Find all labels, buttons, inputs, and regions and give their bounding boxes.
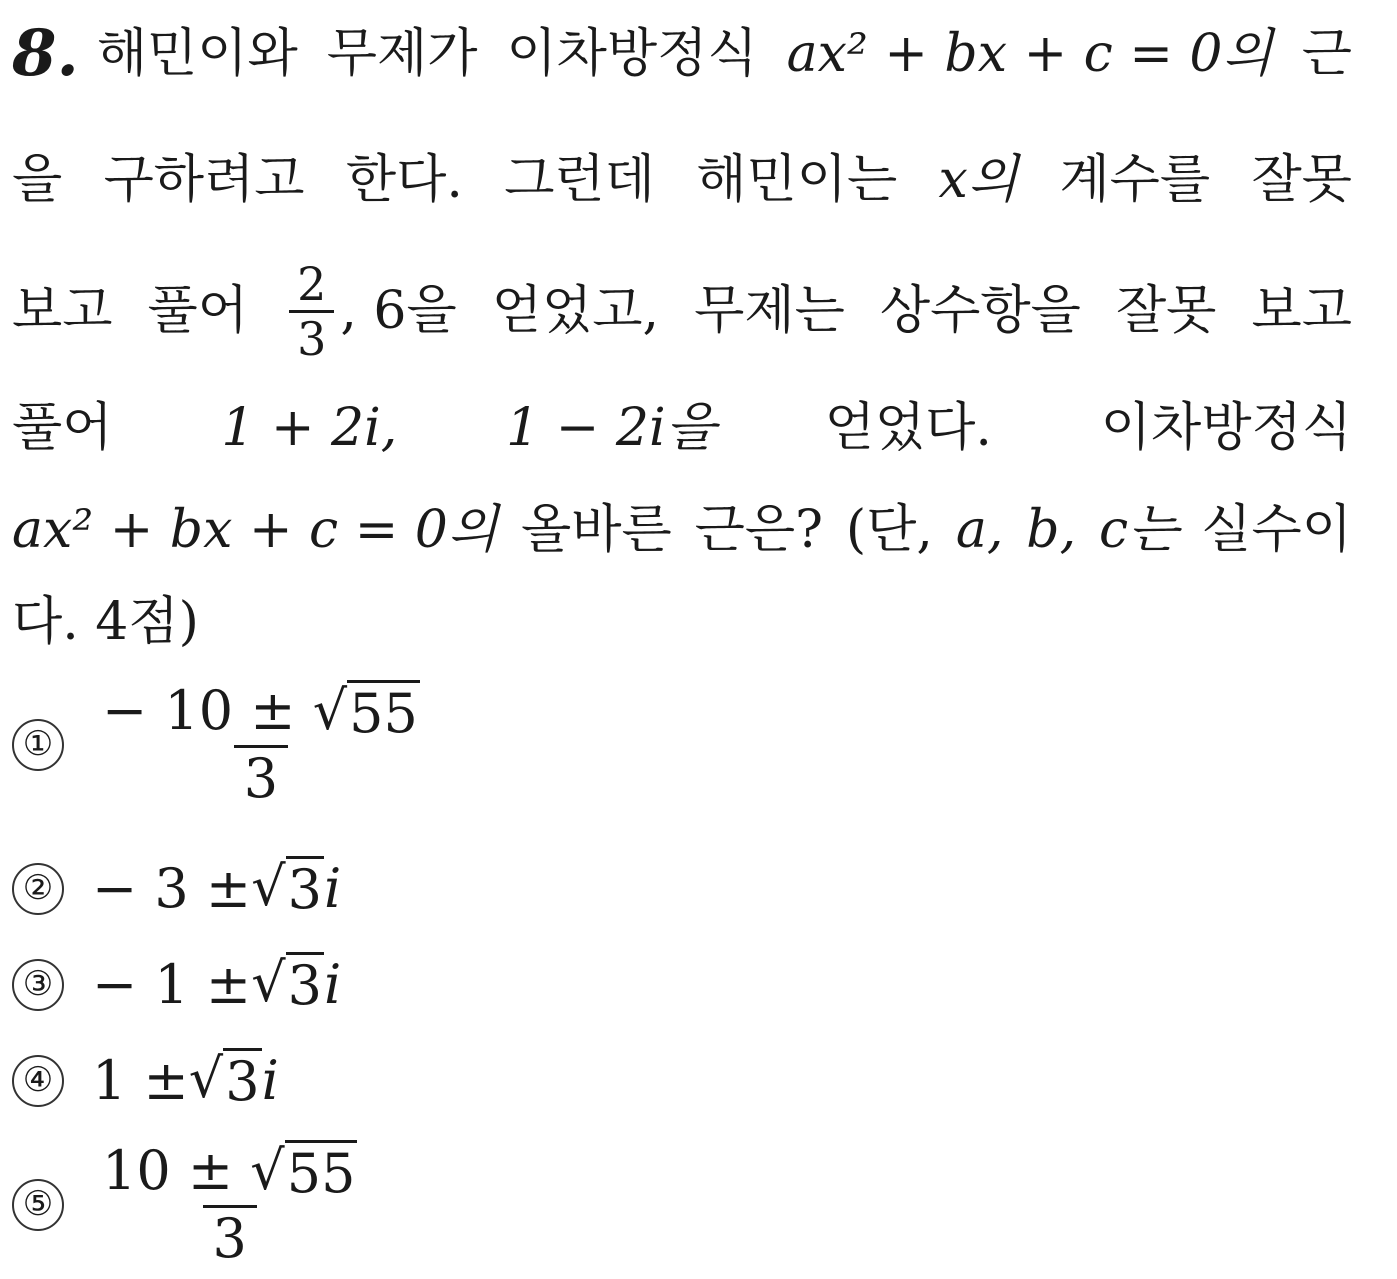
text-segment: 그런데 [504,150,655,210]
radical-sign: √ [312,679,348,742]
radicand: 3 [287,954,322,1017]
text-segment: c는 [1099,500,1179,560]
sqrt-expression [250,1140,357,1205]
text-segment: 잘못 [1251,150,1352,210]
sqrt-expression [251,952,324,1017]
root-one: 1 + 2i, [221,398,398,458]
text-segment: 무제는 [694,281,845,341]
choice-prefix: 1 ± [92,1048,189,1112]
question-start [12,16,298,91]
equation: ax² + bx + c = 0의 [786,24,1273,84]
text-segment: a, [955,500,1004,560]
radicand: 55 [349,682,418,745]
text-segment: 을 [12,150,63,210]
choice-fraction [92,1140,367,1270]
imaginary-unit: i [261,1048,279,1112]
radical-sign: √ [188,1047,224,1110]
text-segment: 무제가 [326,24,478,84]
radical-sign: √ [251,951,286,1014]
text-segment: b, [1026,500,1077,560]
text-segment: 보고 [12,281,113,341]
text-segment: 근은? [694,500,823,560]
text-segment: 한다. [345,150,463,210]
choice-3[interactable] [12,952,341,1017]
question-line-3 [12,256,1352,366]
text-segment: 상수항을 [879,281,1081,341]
equation: ax² + bx + c = 0의 [12,500,499,560]
radicand: 3 [287,858,322,921]
question-line-2 [12,150,1352,210]
radicand: 3 [225,1050,260,1113]
fraction-two-thirds [289,258,334,365]
text-segment: 구하려고 [103,150,305,210]
choice-marker: ① [12,719,64,771]
fraction-numerator: 2 [297,256,327,311]
radical-sign: √ [251,855,286,918]
choice-marker: ④ [12,1055,64,1107]
sqrt-expression [251,856,324,921]
text-segment: 해민이와 [96,24,298,84]
text-segment: 얻었다. [824,398,992,458]
choice-prefix: − 3 ± [92,856,252,920]
fraction-numerator [92,680,430,745]
text-segment: 다. 4점) [12,592,199,652]
text-segment: 올바른 [521,500,672,560]
root-two: 1 − 2i을 [506,398,716,458]
text-segment: 풀어 [12,398,113,458]
question-number: 8. [12,16,79,91]
choice-prefix: − 1 ± [92,952,252,1016]
choice-marker: ⑤ [12,1179,64,1231]
text-segment: 계수를 [1059,150,1211,210]
text-segment: 보고 [1251,281,1352,341]
fraction-numerator [92,1140,367,1205]
choice-2[interactable] [12,856,341,921]
text-segment: (단, [845,500,933,560]
fraction-group [283,258,457,365]
question-line-5 [12,500,1352,560]
text-segment: 근 [1301,24,1352,84]
text-segment: 이차방정식 [1100,398,1352,458]
radical-sign: √ [250,1139,285,1202]
text-segment: 풀어 [147,281,249,341]
fraction-denominator: 3 [289,310,334,365]
imaginary-unit: i [323,856,342,920]
choice-1[interactable] [12,680,436,810]
choice-fraction [92,680,430,810]
fraction-denominator: 3 [234,745,288,810]
sqrt-expression [313,680,420,745]
question-line-1 [12,16,1352,91]
fraction-denominator: 3 [203,1205,257,1270]
choice-marker: ② [12,863,64,915]
choice-5[interactable] [12,1140,373,1270]
sqrt-expression [189,1048,262,1113]
numerator-prefix: 10 ± [102,1139,251,1202]
choice-4[interactable] [12,1048,279,1113]
text-segment: 잘못 [1115,281,1217,341]
imaginary-unit: i [323,952,342,1016]
text-segment: 실수이 [1201,500,1352,560]
numerator-prefix: − 10 ± [102,679,313,742]
text-segment: 이차방정식 [506,24,758,84]
text-segment: , 6을 [340,281,457,341]
question-line-6 [12,592,1352,652]
text-segment: 얻었고, [491,281,660,341]
radicand: 55 [286,1142,356,1205]
text-segment: 해민이는 [696,150,898,210]
text-segment: x의 [938,150,1019,210]
choice-marker: ③ [12,959,64,1011]
question-line-4 [12,398,1352,458]
